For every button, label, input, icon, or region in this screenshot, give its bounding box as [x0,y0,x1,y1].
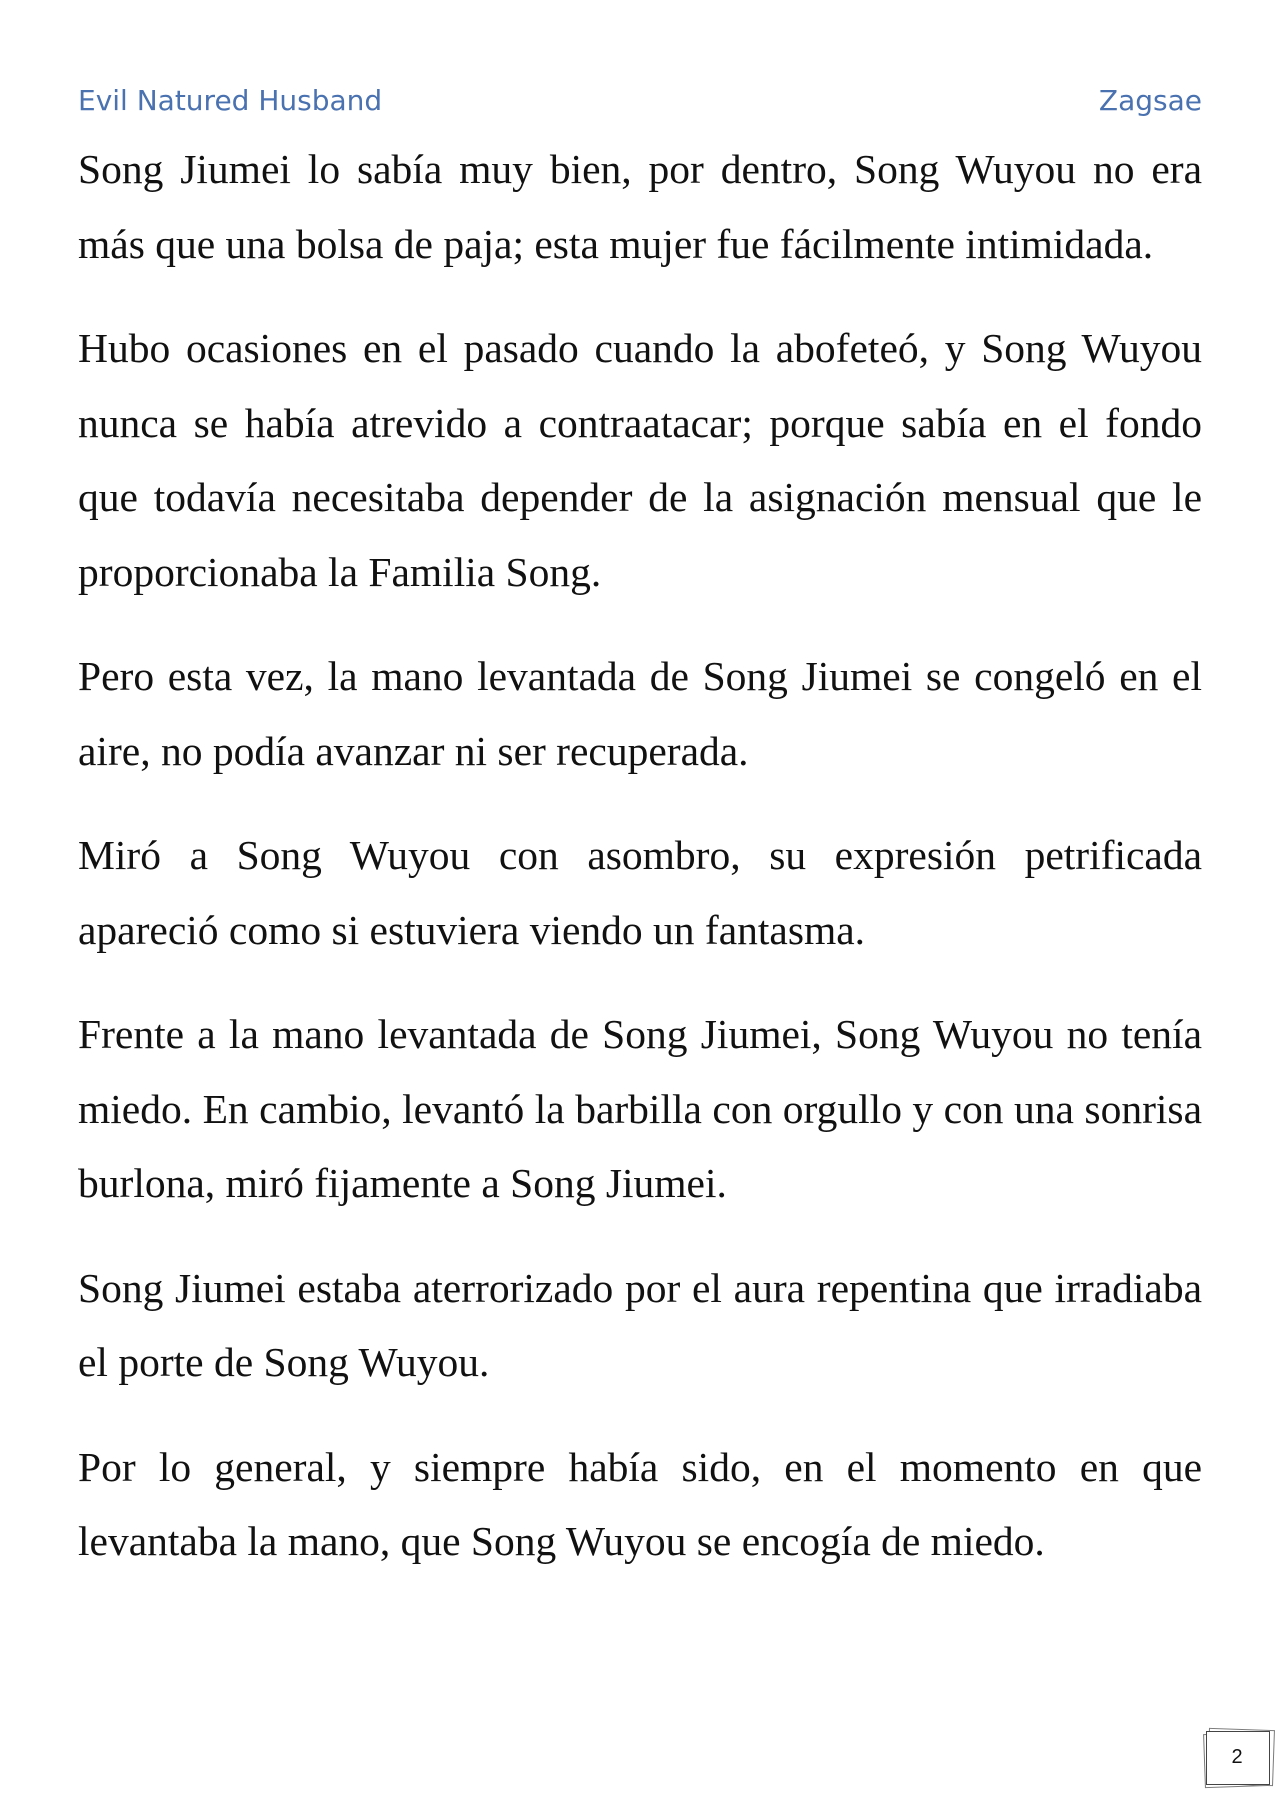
paragraph: Song Jiumei lo sabía muy bien, por dentro, Song Wuyou no era más que una bolsa de paja; esta mujer fue fácilmente intimidada. [78,146,1202,267]
paragraph: Miró a Song Wuyou con asombro, su expresión petrificada apareció como si estuviera viendo un fantasma. [78,832,1202,953]
body-text [78,132,1202,1609]
paragraph: Song Jiumei estaba aterrorizado por el aura repentina que irradiaba el porte de Song Wuyou. [78,1264,1202,1385]
page-number-box [1202,1727,1274,1789]
paragraph: Hubo ocasiones en el pasado cuando la abofeteó, y Song Wuyou nunca se había atrevido a contraatacar; porque sabía en el fondo que todavía necesitaba depender de la asignación mensual que le proporcionaba la Familia Song. [78,325,1202,595]
page-header [78,78,1202,122]
page-number: 2 [1231,1745,1243,1768]
paragraph: Pero esta vez, la mano levantada de Song Jiumei se congeló en el aire, no podía avanzar ni ser recuperada. [78,653,1202,774]
paragraph: Por lo general, y siempre había sido, en el momento en que levantaba la mano, que Song Wuyou se encogía de miedo. [78,1443,1202,1564]
header-author: Zagsae [1098,83,1202,117]
paragraph: Frente a la mano levantada de Song Jiumei, Song Wuyou no tenía miedo. En cambio, levantó la barbilla con orgullo y con una sonrisa burlona, miró fijamente a Song Jiumei. [78,1011,1202,1206]
header-book-title: Evil Natured Husband [78,83,383,117]
